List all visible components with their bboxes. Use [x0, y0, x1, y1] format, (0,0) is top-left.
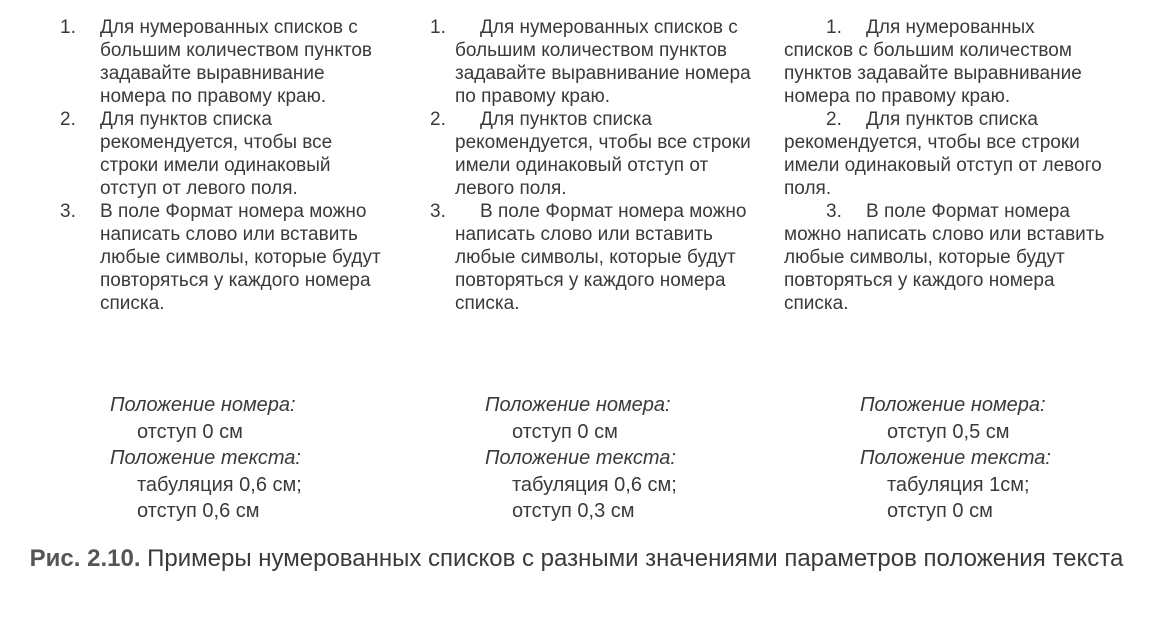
- number-position-label: Положение номера:: [860, 394, 1046, 416]
- number-position-label: Положение номера:: [110, 394, 296, 416]
- figure-label: Рис. 2.10.: [29, 545, 141, 572]
- list-item-number: 1.: [826, 17, 842, 38]
- text-indent-value: отступ 0,3 см: [512, 500, 635, 522]
- list-item-text: Для пунктов списка рекомендуется, чтобы все строки имели одинаковый отступ от левого поля.: [784, 109, 1102, 199]
- list-item: [430, 200, 760, 315]
- list-item-text: Для нумерованных списков с большим количеством пунктов задавайте выравнивание номера по правому краю.: [784, 17, 1082, 107]
- params-block-2: [485, 392, 677, 525]
- number-indent-value: отступ 0 см: [137, 420, 243, 443]
- number-indent-value: отступ 0,5 см: [887, 420, 1010, 443]
- list-item-number: 2.: [826, 109, 842, 130]
- list-item-number: 3.: [826, 201, 842, 222]
- list-item-number: 2.: [60, 109, 76, 130]
- text-position-label: Положение текста:: [110, 447, 301, 469]
- list-item: [60, 200, 390, 315]
- list-example-2: [430, 16, 760, 315]
- text-indent-value: отступ 0 см: [887, 500, 993, 522]
- list-item-text: Для нумерованных списков с большим количеством пунктов задавайте выравнивание номера по правому краю.: [455, 17, 751, 107]
- number-position-label: Положение номера:: [485, 394, 671, 416]
- list-item-number: 3.: [60, 201, 76, 222]
- list-item-number: 1.: [60, 17, 76, 38]
- list-item-text: В поле Формат номера можно написать слово или вставить любые символы, которые будут повторяться у каждого номера списка.: [455, 201, 747, 314]
- list-example-3: [784, 16, 1114, 315]
- figure-caption: [0, 545, 1153, 573]
- list-item: [60, 16, 390, 108]
- tab-value: табуляция 0,6 см;: [512, 473, 677, 496]
- tab-value: табуляция 1см;: [887, 473, 1030, 496]
- params-block-1: [110, 392, 302, 525]
- list-item-text: Для нумерованных списков с большим количеством пунктов задавайте выравнивание номера по правому краю.: [100, 17, 373, 107]
- list-item-text: Для пунктов списка рекомендуется, чтобы все строки имели одинаковый отступ от левого поля.: [100, 109, 333, 199]
- tab-value: табуляция 0,6 см;: [137, 473, 302, 496]
- list-item: [430, 108, 760, 200]
- list-item: [60, 108, 390, 200]
- list-item-text: В поле Формат номера можно написать слово или вставить любые символы, которые будут повторяться у каждого номера списка.: [100, 201, 381, 314]
- list-item-number: 3.: [430, 201, 446, 222]
- list-item: [784, 16, 1109, 108]
- list-item-text: В поле Формат номера можно написать слово или вставить любые символы, которые будут повторяться у каждого номера списка.: [784, 201, 1105, 314]
- number-indent-value: отступ 0 см: [512, 420, 618, 443]
- list-example-1: [60, 16, 390, 315]
- list-item: [784, 108, 1109, 200]
- list-item-number: 1.: [430, 17, 446, 38]
- list-item: [430, 16, 760, 108]
- figure-caption-text: Примеры нумерованных списков с разными значениями параметров положения текста: [147, 545, 1124, 572]
- params-block-3: [860, 392, 1051, 525]
- text-position-label: Положение текста:: [485, 447, 676, 469]
- text-position-label: Положение текста:: [860, 447, 1051, 469]
- text-indent-value: отступ 0,6 см: [137, 500, 260, 522]
- list-item: [784, 200, 1109, 315]
- list-item-text: Для пунктов списка рекомендуется, чтобы все строки имели одинаковый отступ от левого поля.: [455, 109, 751, 199]
- list-item-number: 2.: [430, 109, 446, 130]
